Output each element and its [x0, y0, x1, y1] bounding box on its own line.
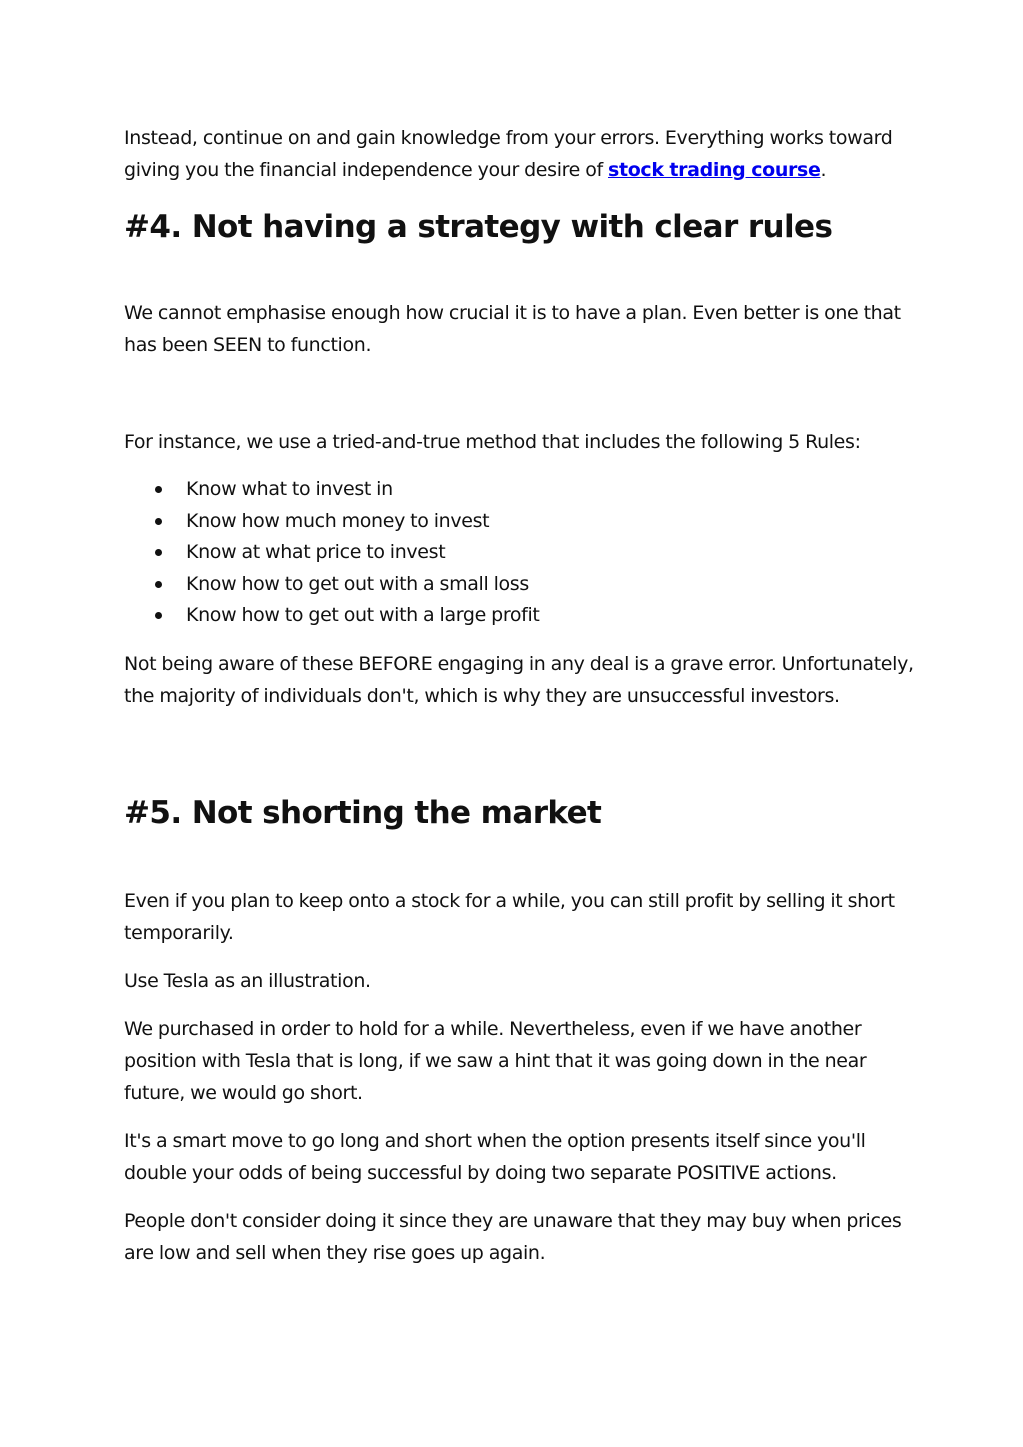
section5-paragraph-2: Use Tesla as an illustration.: [124, 969, 371, 992]
section4-paragraph-1: We cannot emphasise enough how crucial it is to have a plan. Even better is one that has been SEEN to function.: [124, 302, 901, 356]
section5-paragraph-3: We purchased in order to hold for a while. Nevertheless, even if we have another position with Tesla that is long, if we saw a hint that it was going down in the near future, we would go short.: [124, 1017, 867, 1104]
rule-text: Know how much money to invest: [186, 509, 490, 532]
section4-paragraph-2: For instance, we use a tried-and-true method that includes the following 5 Rules:: [124, 431, 861, 453]
rule-text: Know what to invest in: [186, 478, 393, 500]
rule-text: Know at what price to invest: [186, 541, 446, 564]
rule-text: Know how to get out with a large profit: [186, 604, 540, 627]
intro-end: .: [820, 159, 827, 181]
section5-paragraph-1: Even if you plan to keep onto a stock for a while, you can still profit by selling it short temporarily.: [124, 889, 895, 944]
bullet-icon: [155, 612, 162, 619]
stock-trading-course-link[interactable]: stock trading course: [608, 159, 821, 181]
section4-paragraph-3: Not being aware of these BEFORE engaging in any deal is a grave error. Unfortunately, the majority of individuals don't, which is why they are unsuccessful investors.: [124, 652, 914, 707]
section4-heading: #4. Not having a strategy with clear rules: [124, 209, 833, 245]
rule-text: Know how to get out with a small loss: [186, 572, 529, 595]
list-item: [124, 569, 914, 601]
bullet-icon: [155, 581, 162, 588]
list-item: [124, 506, 914, 538]
section5-paragraph-5: People don't consider doing it since they are unaware that they may buy when prices are low and sell when they rise goes up again.: [124, 1209, 902, 1264]
section5-heading: #5. Not shorting the market: [124, 794, 602, 831]
intro-paragraph: [124, 122, 914, 186]
section5-paragraph-4: It's a smart move to go long and short when the option presents itself since you'll double your odds of being successful by doing two separate POSITIVE actions.: [124, 1129, 866, 1184]
list-item: [124, 537, 914, 569]
intro-text: Instead, continue on and gain knowledge from your errors. Everything works toward giving you the financial independence your desire of: [124, 127, 893, 181]
document-page: [124, 122, 914, 1269]
list-item: [124, 474, 914, 506]
rules-list: [124, 474, 914, 632]
bullet-icon: [155, 486, 162, 493]
bullet-icon: [155, 518, 162, 525]
bullet-icon: [155, 549, 162, 556]
list-item: [124, 600, 914, 632]
